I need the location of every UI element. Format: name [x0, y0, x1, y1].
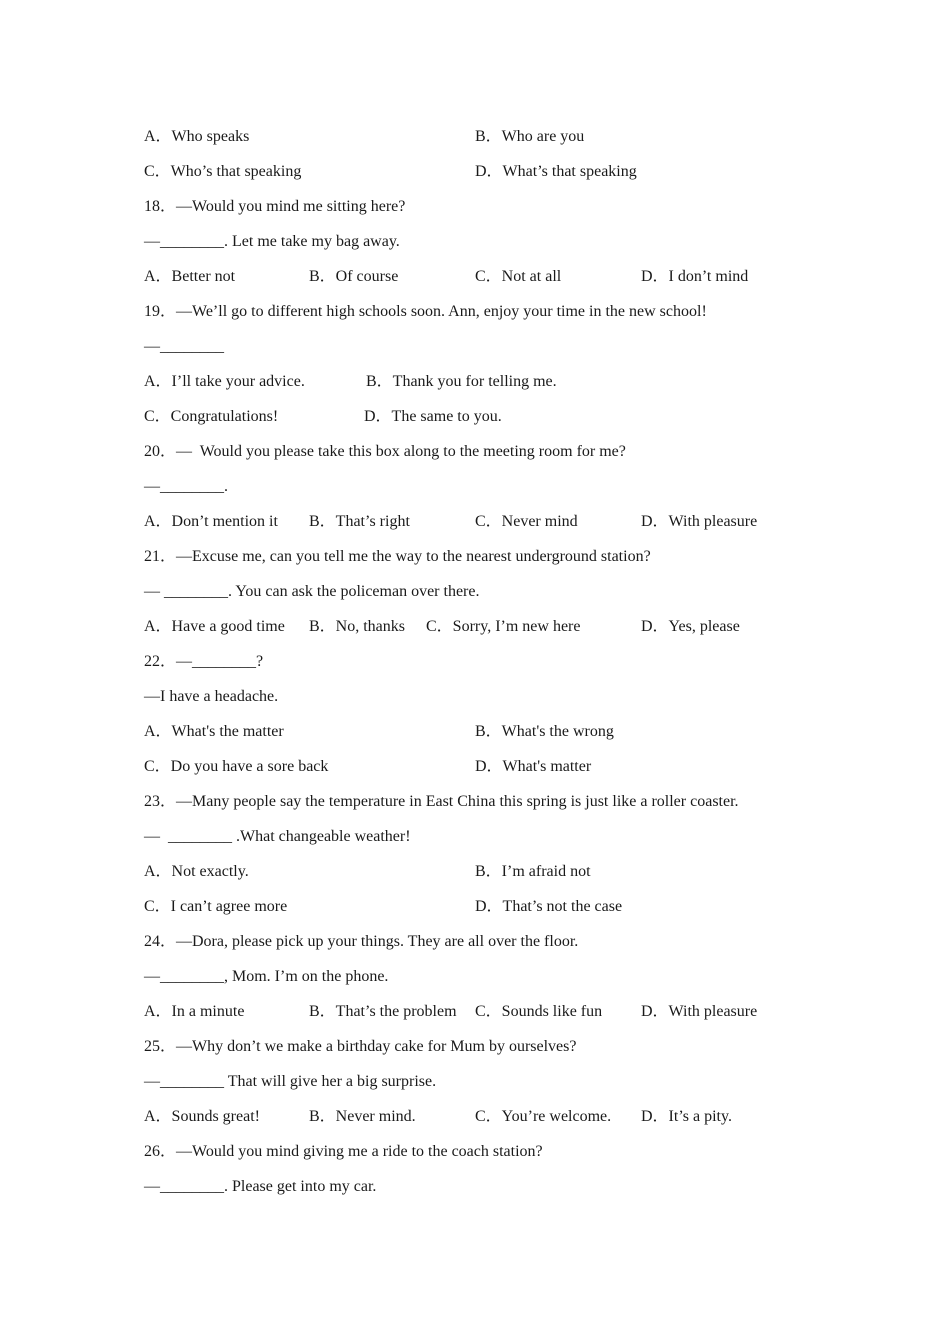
q25-option-d: D．It’s a pity. — [641, 1108, 732, 1125]
q25-option-a: A．Sounds great! — [144, 1108, 260, 1125]
q25-question: 25．—Why don’t we make a birthday cake for Mum by ourselves? — [144, 1038, 577, 1055]
q24-option-b: B．That’s the problem — [309, 1003, 457, 1020]
q25-option-b: B．Never mind. — [309, 1108, 416, 1125]
q18-option-b: B．Of course — [309, 268, 399, 285]
q22-question: 22．—________? — [144, 653, 264, 670]
q24-answer-line: —________, Mom. I’m on the phone. — [144, 968, 389, 985]
q22-option-b: B．What's the wrong — [475, 723, 614, 740]
q24-question: 24．—Dora, please pick up your things. They are all over the floor. — [144, 933, 579, 950]
q21-option-d: D．Yes, please — [641, 618, 740, 635]
q23-option-c: C．I can’t agree more — [144, 898, 288, 915]
q22-answer-line: —I have a headache. — [144, 688, 279, 705]
q22-option-c: C．Do you have a sore back — [144, 758, 329, 775]
q21-option-a: A．Have a good time — [144, 618, 285, 635]
q23-option-b: B．I’m afraid not — [475, 863, 591, 880]
q19-option-d: D．The same to you. — [364, 408, 502, 425]
q20-option-b: B．That’s right — [309, 513, 410, 530]
q26-question: 26．—Would you mind giving me a ride to the coach station? — [144, 1143, 543, 1160]
q20-option-a: A．Don’t mention it — [144, 513, 278, 530]
q24-option-a: A．In a minute — [144, 1003, 245, 1020]
q18-option-a: A．Better not — [144, 268, 236, 285]
q18-question: 18．—Would you mind me sitting here? — [144, 198, 406, 215]
q19-option-a: A．I’ll take your advice. — [144, 373, 305, 390]
q21-option-c: C．Sorry, I’m new here — [426, 618, 581, 635]
q25-answer-line: —________ That will give her a big surprise. — [144, 1073, 437, 1090]
q20-question: 20．— Would you please take this box along to the meeting room for me? — [144, 443, 626, 460]
q20-option-c: C．Never mind — [475, 513, 578, 530]
q19-question: 19．—We’ll go to different high schools soon. Ann, enjoy your time in the new school! — [144, 303, 707, 320]
q24-option-c: C．Sounds like fun — [475, 1003, 603, 1020]
q19-option-c: C．Congratulations! — [144, 408, 279, 425]
q22-option-d: D．What's matter — [475, 758, 592, 775]
q23-question: 23．—Many people say the temperature in East China this spring is just like a roller coaster. — [144, 793, 739, 810]
q18-option-d: D．I don’t mind — [641, 268, 749, 285]
q21-option-b: B．No, thanks — [309, 618, 406, 635]
q25-option-c: C．You’re welcome. — [475, 1108, 612, 1125]
q21-answer-line: — ________. You can ask the policeman over there. — [144, 583, 480, 600]
q18-option-c: C．Not at all — [475, 268, 562, 285]
q17-option-c: C．Who’s that speaking — [144, 163, 302, 180]
q21-question: 21．—Excuse me, can you tell me the way to the nearest underground station? — [144, 548, 651, 565]
q26-answer-line: —________. Please get into my car. — [144, 1178, 377, 1195]
q20-answer-line: —________. — [144, 478, 228, 495]
q17-option-b: B．Who are you — [475, 128, 585, 145]
q22-option-a: A．What's the matter — [144, 723, 284, 740]
q23-answer-line: — ________ .What changeable weather! — [144, 828, 411, 845]
q23-option-a: A．Not exactly. — [144, 863, 249, 880]
q19-option-b: B．Thank you for telling me. — [366, 373, 557, 390]
q23-option-d: D．That’s not the case — [475, 898, 623, 915]
q19-answer-line: —________ — [144, 338, 224, 355]
q24-option-d: D．With pleasure — [641, 1003, 758, 1020]
q17-option-d: D．What’s that speaking — [475, 163, 637, 180]
q18-answer-line: —________. Let me take my bag away. — [144, 233, 400, 250]
q20-option-d: D．With pleasure — [641, 513, 758, 530]
q17-option-a: A．Who speaks — [144, 128, 250, 145]
